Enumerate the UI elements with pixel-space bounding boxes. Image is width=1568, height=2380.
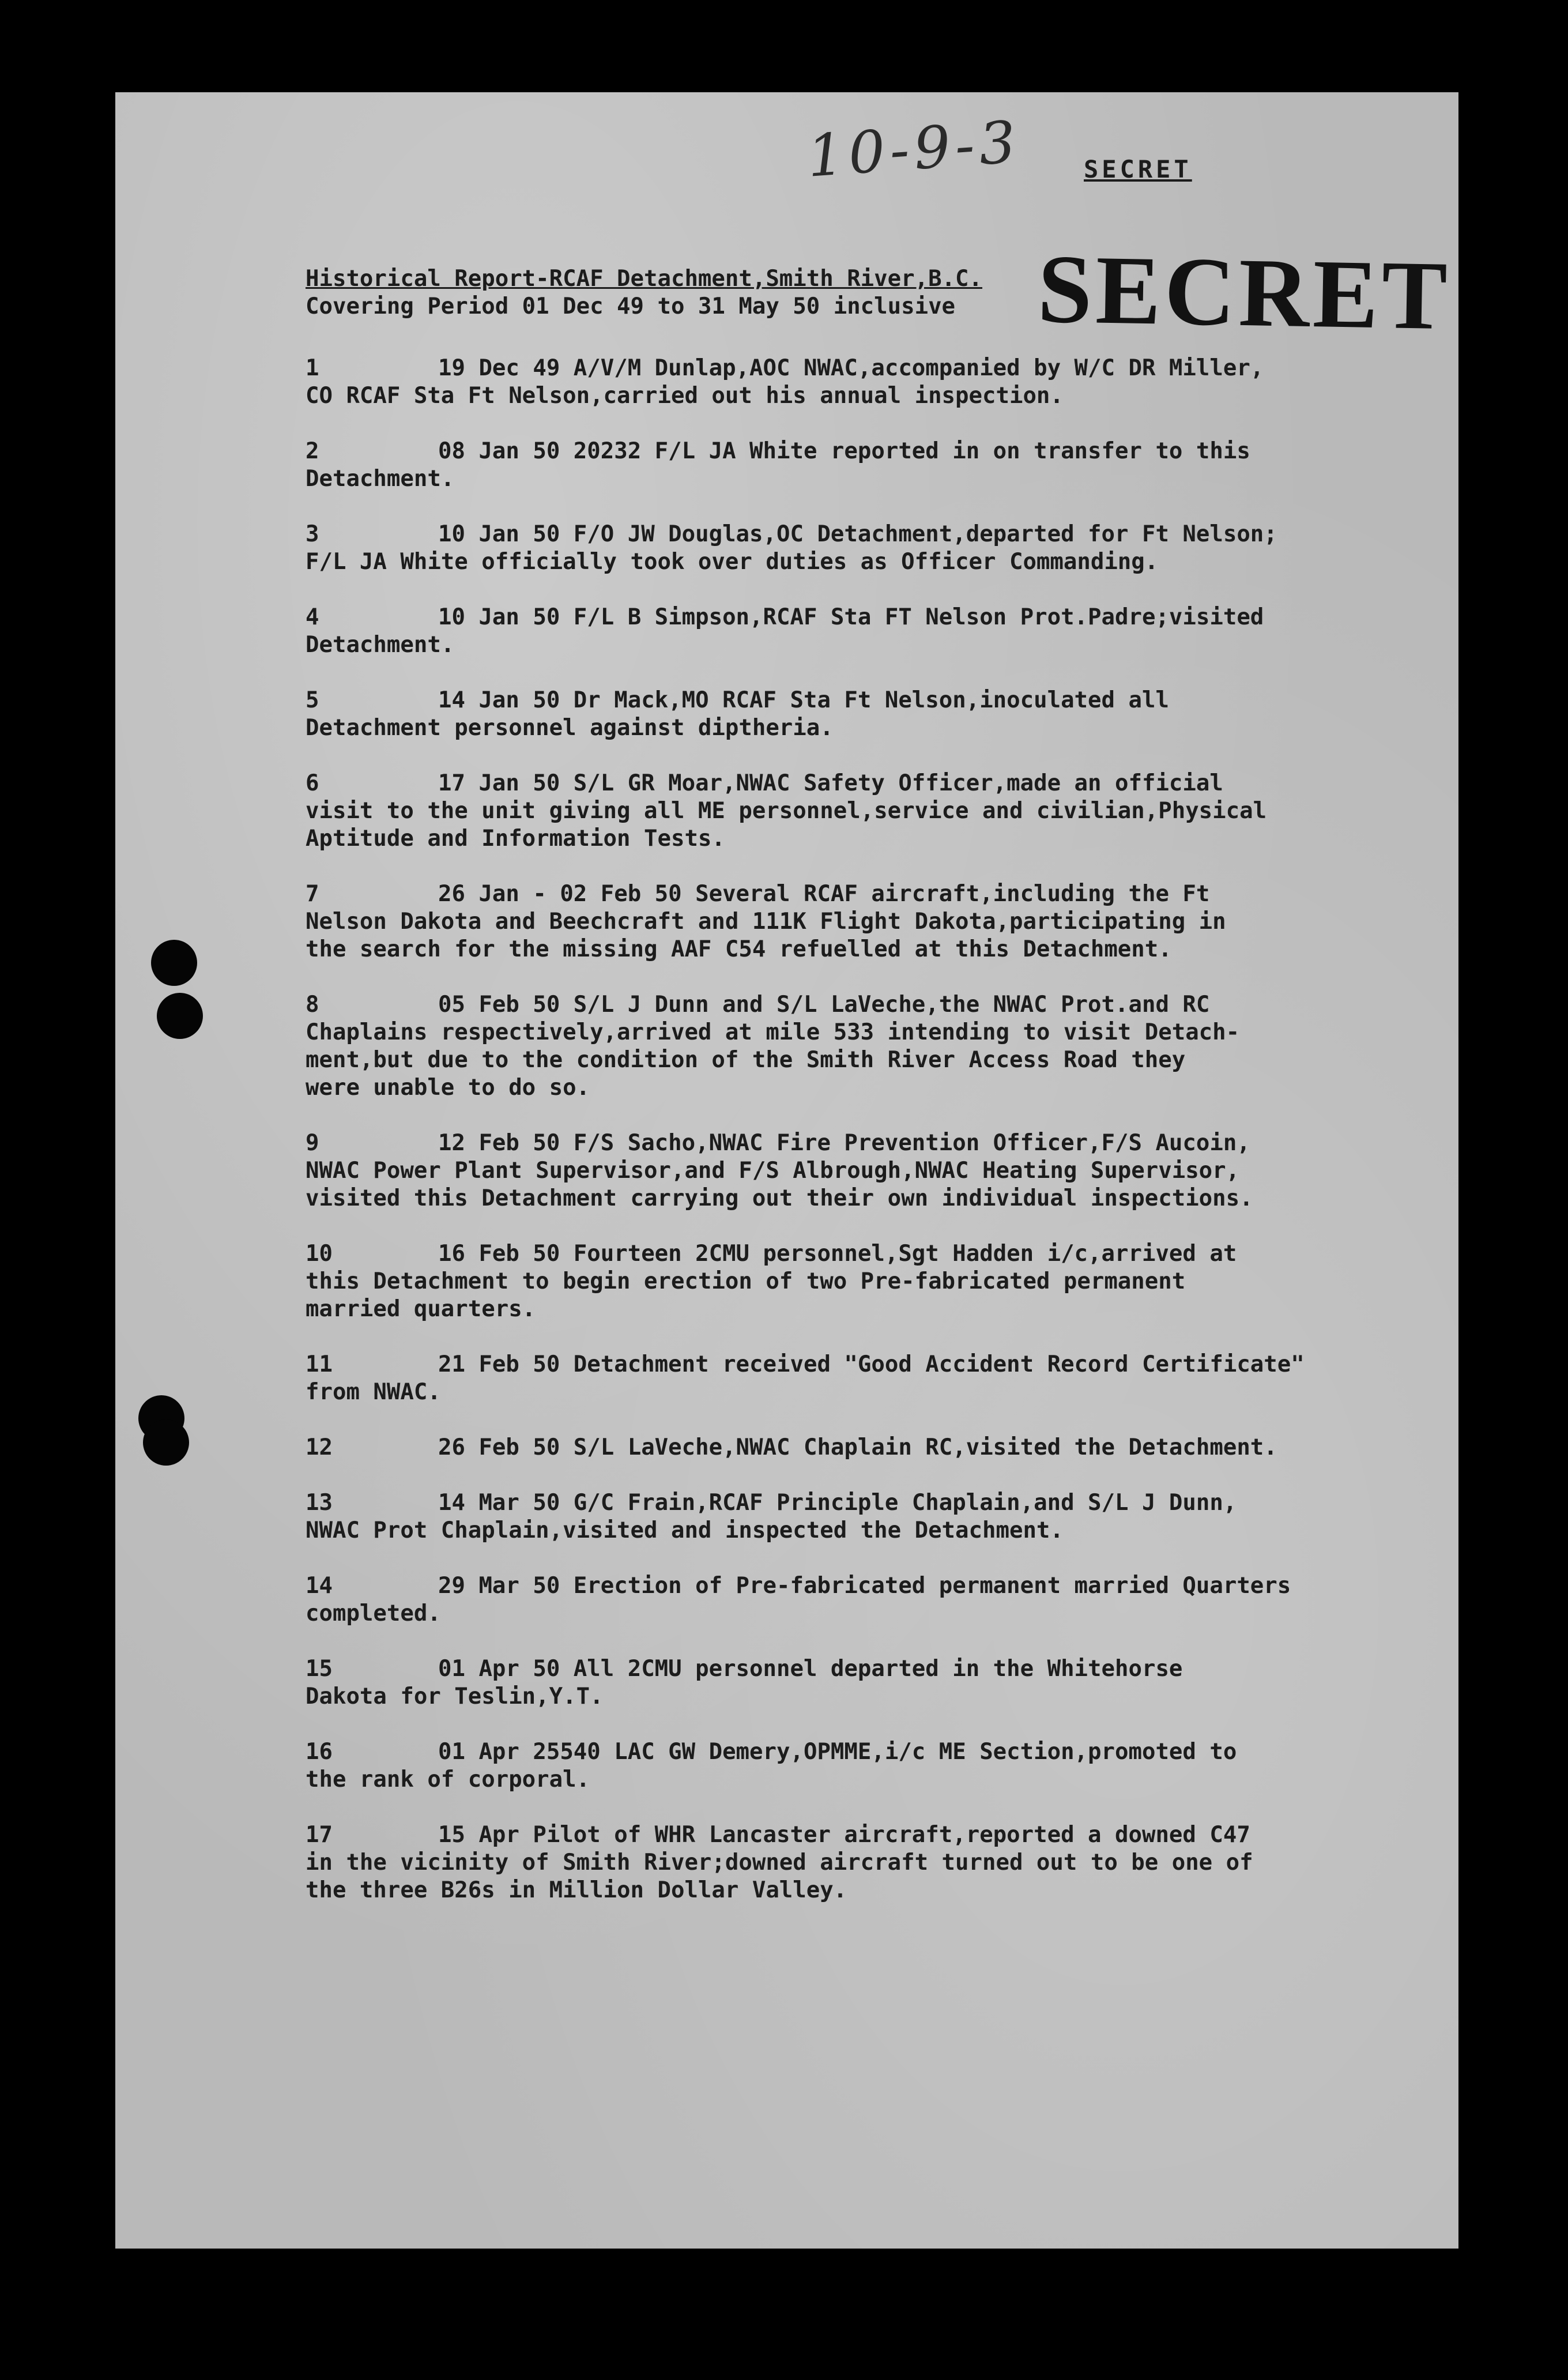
entry-number: 6 — [306, 770, 319, 796]
entry-text: Dakota for Teslin,Y.T. — [306, 1684, 604, 1709]
entry-text: 26 Jan - 02 Feb 50 Several RCAF aircraft,including the Ft — [438, 881, 1210, 907]
list-item — [306, 355, 1447, 410]
entry-number: 5 — [306, 687, 319, 713]
entry-number: 2 — [306, 438, 319, 464]
entry-text: Detachment personnel against diptheria. — [306, 715, 834, 741]
entry-text: Nelson Dakota and Beechcraft and 111K Flight Dakota,participating in — [306, 909, 1226, 935]
list-item — [306, 1738, 1447, 1794]
entry-number: 16 — [306, 1739, 333, 1765]
entry-text: completed. — [306, 1601, 441, 1626]
secret-stamp: SECRET — [1036, 234, 1452, 351]
report-period: Covering Period 01 Dec 49 to 31 May 50 inclusive — [306, 293, 956, 319]
entry-number: 4 — [306, 604, 319, 630]
entry-number: 12 — [306, 1434, 333, 1460]
entry-text: 15 Apr Pilot of WHR Lancaster aircraft,reported a downed C47 — [438, 1822, 1250, 1848]
entry-text: 16 Feb 50 Fourteen 2CMU personnel,Sgt Hadden i/c,arrived at — [438, 1241, 1237, 1267]
list-item — [306, 1351, 1447, 1406]
entry-text: Chaplains respectively,arrived at mile 533 intending to visit Detach- — [306, 1019, 1240, 1045]
entry-number: 11 — [306, 1351, 333, 1377]
entry-number: 3 — [306, 521, 319, 547]
punch-hole — [151, 940, 197, 986]
list-item — [306, 1129, 1447, 1212]
entry-number: 17 — [306, 1822, 333, 1848]
entry-text: in the vicinity of Smith River;downed aircraft turned out to be one of — [306, 1850, 1253, 1876]
document-sheet — [115, 92, 1458, 2249]
entry-text: CO RCAF Sta Ft Nelson,carried out his annual inspection. — [306, 383, 1064, 409]
list-item — [306, 1434, 1447, 1462]
list-item — [306, 1489, 1447, 1545]
entry-text: from NWAC. — [306, 1379, 441, 1405]
entry-number: 1 — [306, 355, 319, 381]
list-item — [306, 687, 1447, 742]
entry-text: Detachment. — [306, 632, 455, 658]
list-item — [306, 770, 1447, 853]
list-item — [306, 880, 1447, 963]
list-item — [306, 1240, 1447, 1323]
entry-text: 10 Jan 50 F/O JW Douglas,OC Detachment,departed for Ft Nelson; — [438, 521, 1277, 547]
entry-text: 19 Dec 49 A/V/M Dunlap,AOC NWAC,accompanied by W/C DR Miller, — [438, 355, 1264, 381]
report-header — [306, 265, 982, 321]
entry-text: 01 Apr 50 All 2CMU personnel departed in the Whitehorse — [438, 1656, 1183, 1682]
entry-number: 14 — [306, 1573, 333, 1599]
entry-text: Detachment. — [306, 466, 455, 492]
entry-text: 29 Mar 50 Erection of Pre-fabricated permanent married Quarters — [438, 1573, 1291, 1599]
list-item — [306, 1821, 1447, 1904]
entry-text: 21 Feb 50 Detachment received "Good Accident Record Certificate" — [438, 1351, 1305, 1377]
entry-text: this Detachment to begin erection of two Pre-fabricated permanent — [306, 1268, 1186, 1294]
entry-number: 10 — [306, 1241, 333, 1267]
entry-text: NWAC Power Plant Supervisor,and F/S Albrough,NWAC Heating Supervisor, — [306, 1158, 1240, 1184]
entry-text: visit to the unit giving all ME personnel,service and civilian,Physical — [306, 798, 1267, 824]
entry-number: 9 — [306, 1130, 319, 1156]
punch-hole — [157, 993, 203, 1039]
entry-text: ment,but due to the condition of the Smith River Access Road they — [306, 1047, 1186, 1073]
entry-text: 10 Jan 50 F/L B Simpson,RCAF Sta FT Nelson Prot.Padre;visited — [438, 604, 1264, 630]
entry-text: visited this Detachment carrying out their own individual inspections. — [306, 1185, 1253, 1211]
entry-number: 13 — [306, 1490, 333, 1516]
list-item — [306, 1655, 1447, 1711]
entry-text: the three B26s in Million Dollar Valley. — [306, 1877, 847, 1903]
entry-text: Aptitude and Information Tests. — [306, 826, 725, 852]
list-item — [306, 1572, 1447, 1628]
entry-text: 17 Jan 50 S/L GR Moar,NWAC Safety Officer,made an official — [438, 770, 1223, 796]
classification-label: SECRET — [1084, 155, 1192, 183]
entry-text: the rank of corporal. — [306, 1767, 590, 1792]
entry-text: 12 Feb 50 F/S Sacho,NWAC Fire Prevention Officer,F/S Aucoin, — [438, 1130, 1250, 1156]
entry-text: were unable to do so. — [306, 1075, 590, 1101]
entry-list — [306, 355, 1447, 1932]
list-item — [306, 521, 1447, 576]
list-item — [306, 991, 1447, 1102]
entry-number: 7 — [306, 881, 319, 907]
entry-text: 08 Jan 50 20232 F/L JA White reported in on transfer to this — [438, 438, 1250, 464]
entry-text: 05 Feb 50 S/L J Dunn and S/L LaVeche,the NWAC Prot.and RC — [438, 992, 1210, 1018]
entry-text: F/L JA White officially took over duties as Officer Commanding. — [306, 549, 1159, 575]
report-title: Historical Report-RCAF Detachment,Smith River,B.C. — [306, 266, 982, 292]
entry-text: 01 Apr 25540 LAC GW Demery,OPMME,i/c ME Section,promoted to — [438, 1739, 1237, 1765]
punch-hole — [143, 1419, 189, 1466]
handwritten-reference: 10-9-3 — [805, 108, 1023, 190]
list-item — [306, 438, 1447, 493]
entry-text: 14 Mar 50 G/C Frain,RCAF Principle Chaplain,and S/L J Dunn, — [438, 1490, 1237, 1516]
entry-number: 15 — [306, 1656, 333, 1682]
entry-number: 8 — [306, 992, 319, 1018]
entry-text: NWAC Prot Chaplain,visited and inspected the Detachment. — [306, 1517, 1064, 1543]
entry-text: the search for the missing AAF C54 refuelled at this Detachment. — [306, 936, 1172, 962]
entry-text: 14 Jan 50 Dr Mack,MO RCAF Sta Ft Nelson,inoculated all — [438, 687, 1169, 713]
entry-text: 26 Feb 50 S/L LaVeche,NWAC Chaplain RC,visited the Detachment. — [438, 1434, 1277, 1460]
entry-text: married quarters. — [306, 1296, 536, 1322]
list-item — [306, 604, 1447, 659]
